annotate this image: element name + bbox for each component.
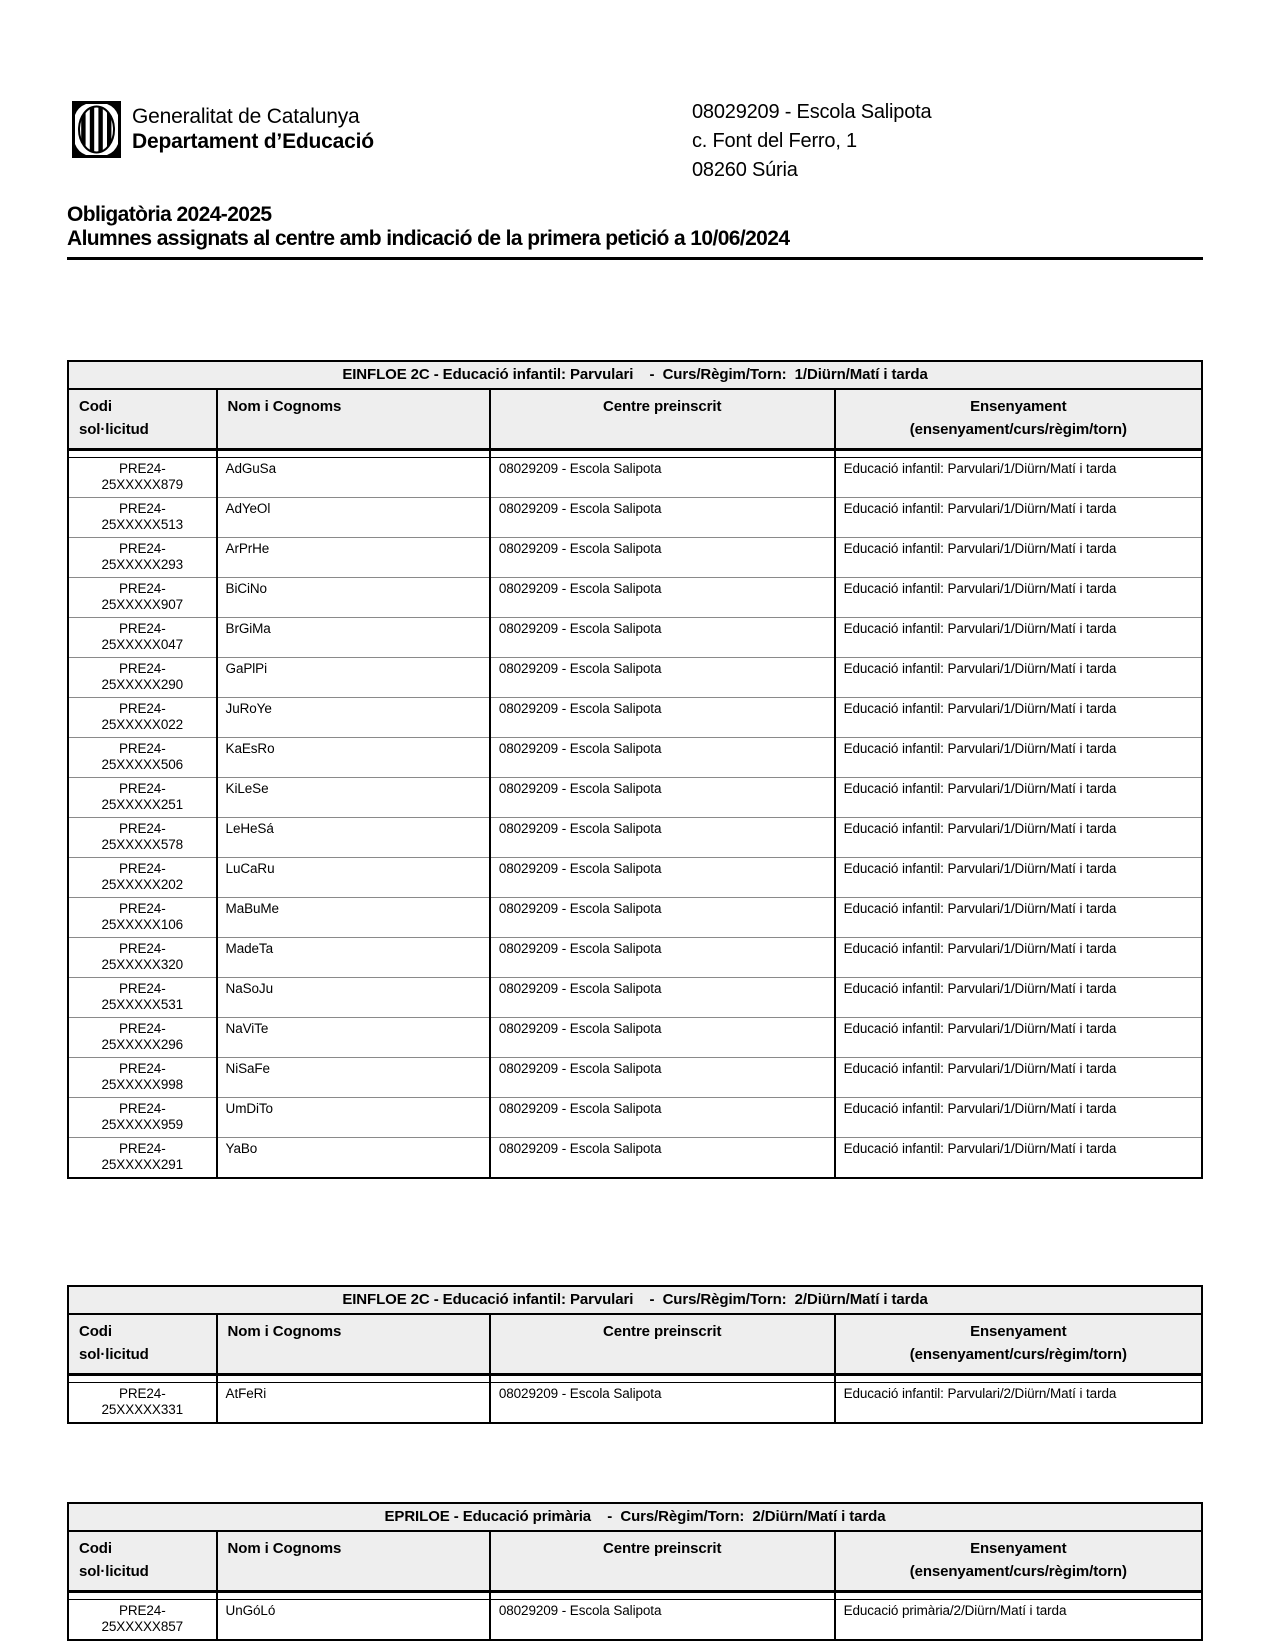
- centre-cell: 08029209 - Escola Salipota: [490, 738, 835, 778]
- code-cell: [68, 458, 217, 498]
- name-cell: GaPlPi: [217, 658, 490, 698]
- centre-cell: 08029209 - Escola Salipota: [490, 658, 835, 698]
- col-header-centre-preinscrit: Centre preinscrit: [490, 389, 835, 450]
- code-cell: [68, 578, 217, 618]
- code-line2: 25XXXXX251: [101, 797, 184, 812]
- school-street: c. Font del Ferro, 1: [692, 130, 857, 152]
- table-row: [68, 1018, 1202, 1058]
- col-header-codi-line2: sol·licitud: [79, 1563, 149, 1580]
- code-line2: 25XXXXX331: [101, 1402, 184, 1417]
- name-cell: BiCiNo: [217, 578, 490, 618]
- code-line1: PRE24-: [118, 661, 166, 676]
- name-cell: LeHeSá: [217, 818, 490, 858]
- code-line2: 25XXXXX293: [101, 557, 184, 572]
- code-cell: [68, 658, 217, 698]
- name-cell: UmDiTo: [217, 1098, 490, 1138]
- col-header-ensenyament-line1: Ensenyament: [970, 1323, 1067, 1340]
- code-cell: [68, 498, 217, 538]
- code-cell: [68, 1018, 217, 1058]
- centre-cell: 08029209 - Escola Salipota: [490, 498, 835, 538]
- org-name: [132, 104, 374, 155]
- code-cell: [68, 898, 217, 938]
- code-cell: [68, 1098, 217, 1138]
- col-header-centre-preinscrit: Centre preinscrit: [490, 1531, 835, 1592]
- code-cell: [68, 938, 217, 978]
- code-cell: [68, 1138, 217, 1179]
- col-header-codi-sollicitud: [68, 1531, 217, 1592]
- centre-cell: 08029209 - Escola Salipota: [490, 1600, 835, 1641]
- col-header-ensenyament: [835, 389, 1202, 450]
- name-cell: UnGóLó: [217, 1600, 490, 1641]
- centre-cell: 08029209 - Escola Salipota: [490, 698, 835, 738]
- school-address: [692, 98, 931, 185]
- col-header-ensenyament-line2: (ensenyament/curs/règim/torn): [909, 1563, 1127, 1580]
- table-row: [68, 698, 1202, 738]
- col-header-nom-i-cognoms: Nom i Cognoms: [217, 1531, 490, 1592]
- code-line2: 25XXXXX106: [101, 917, 184, 932]
- code-line1: PRE24-: [118, 901, 166, 916]
- name-cell: NiSaFe: [217, 1058, 490, 1098]
- table-row: [68, 578, 1202, 618]
- table-title: EINFLOE 2C - Educació infantil: Parvulari - Curs/Règim/Torn: 1/Diürn/Matí i tarda: [68, 361, 1202, 389]
- table-row: [68, 978, 1202, 1018]
- code-line2: 25XXXXX857: [101, 1619, 184, 1634]
- ensenyament-cell: Educació infantil: Parvulari/1/Diürn/Matí i tarda: [835, 1098, 1202, 1138]
- code-line2: 25XXXXX959: [101, 1117, 184, 1132]
- school-code-name: 08029209 - Escola Salipota: [692, 101, 932, 123]
- centre-cell: 08029209 - Escola Salipota: [490, 1018, 835, 1058]
- code-cell: [68, 1383, 217, 1424]
- doc-title-block: [67, 203, 1203, 260]
- doc-title-line2: Alumnes assignats al centre amb indicació de la primera petició a 10/06/2024: [67, 227, 790, 250]
- code-line1: PRE24-: [118, 701, 166, 716]
- centre-cell: 08029209 - Escola Salipota: [490, 1098, 835, 1138]
- code-line1: PRE24-: [118, 1141, 166, 1156]
- col-header-codi-sollicitud: [68, 389, 217, 450]
- code-line1: PRE24-: [118, 741, 166, 756]
- code-line2: 25XXXXX907: [101, 597, 184, 612]
- code-line2: 25XXXXX506: [101, 757, 184, 772]
- ensenyament-cell: Educació infantil: Parvulari/1/Diürn/Matí i tarda: [835, 538, 1202, 578]
- col-header-codi-line1: Codi: [79, 1323, 112, 1340]
- table-title-row: [68, 1503, 1202, 1531]
- name-cell: KiLeSe: [217, 778, 490, 818]
- main-content: [67, 203, 1203, 1641]
- table-row: [68, 778, 1202, 818]
- name-cell: MaBuMe: [217, 898, 490, 938]
- code-line2: 25XXXXX022: [101, 717, 184, 732]
- centre-cell: 08029209 - Escola Salipota: [490, 618, 835, 658]
- ensenyament-cell: Educació infantil: Parvulari/1/Diürn/Matí i tarda: [835, 658, 1202, 698]
- table-row: [68, 1058, 1202, 1098]
- centre-cell: 08029209 - Escola Salipota: [490, 818, 835, 858]
- generalitat-logo-icon: [72, 101, 121, 158]
- col-header-ensenyament-line2: (ensenyament/curs/règim/torn): [909, 421, 1127, 438]
- code-line2: 25XXXXX513: [101, 517, 184, 532]
- ensenyament-cell: Educació infantil: Parvulari/1/Diürn/Matí i tarda: [835, 938, 1202, 978]
- code-line2: 25XXXXX296: [101, 1037, 184, 1052]
- centre-cell: 08029209 - Escola Salipota: [490, 778, 835, 818]
- code-cell: [68, 978, 217, 1018]
- centre-cell: 08029209 - Escola Salipota: [490, 938, 835, 978]
- name-cell: NaViTe: [217, 1018, 490, 1058]
- ensenyament-cell: Educació infantil: Parvulari/1/Diürn/Matí i tarda: [835, 698, 1202, 738]
- ensenyament-cell: Educació infantil: Parvulari/1/Diürn/Matí i tarda: [835, 858, 1202, 898]
- col-header-codi-line1: Codi: [79, 398, 112, 415]
- code-cell: [68, 778, 217, 818]
- name-cell: AdYeOl: [217, 498, 490, 538]
- code-line2: 25XXXXX320: [101, 957, 184, 972]
- name-cell: AtFeRi: [217, 1383, 490, 1424]
- col-header-ensenyament: [835, 1531, 1202, 1592]
- table-header-row: [68, 389, 1202, 450]
- org-name-line2: Departament d’Educació: [132, 130, 374, 153]
- name-cell: MadeTa: [217, 938, 490, 978]
- centre-cell: 08029209 - Escola Salipota: [490, 1058, 835, 1098]
- table-header-row: [68, 1531, 1202, 1592]
- code-cell: [68, 738, 217, 778]
- code-line2: 25XXXXX202: [101, 877, 184, 892]
- col-header-codi-line1: Codi: [79, 1540, 112, 1557]
- code-line1: PRE24-: [118, 781, 166, 796]
- table-row: [68, 538, 1202, 578]
- code-cell: [68, 858, 217, 898]
- centre-cell: 08029209 - Escola Salipota: [490, 978, 835, 1018]
- org-name-line1: Generalitat de Catalunya: [132, 105, 360, 128]
- name-cell: AdGuSa: [217, 458, 490, 498]
- centre-cell: 08029209 - Escola Salipota: [490, 458, 835, 498]
- table-row: [68, 1383, 1202, 1424]
- code-line1: PRE24-: [118, 461, 166, 476]
- col-header-ensenyament-line1: Ensenyament: [970, 398, 1067, 415]
- table-row: [68, 938, 1202, 978]
- col-header-ensenyament-line1: Ensenyament: [970, 1540, 1067, 1557]
- table-row: [68, 738, 1202, 778]
- code-line1: PRE24-: [118, 1021, 166, 1036]
- col-header-ensenyament: [835, 1314, 1202, 1375]
- table-title: EINFLOE 2C - Educació infantil: Parvulari - Curs/Règim/Torn: 2/Diürn/Matí i tarda: [68, 1286, 1202, 1314]
- code-line1: PRE24-: [118, 1603, 166, 1618]
- centre-cell: 08029209 - Escola Salipota: [490, 538, 835, 578]
- table-row: [68, 858, 1202, 898]
- code-line2: 25XXXXX291: [101, 1157, 184, 1172]
- ensenyament-cell: Educació infantil: Parvulari/1/Diürn/Matí i tarda: [835, 978, 1202, 1018]
- code-line1: PRE24-: [118, 621, 166, 636]
- code-line1: PRE24-: [118, 821, 166, 836]
- code-line2: 25XXXXX578: [101, 837, 184, 852]
- table-row: [68, 1600, 1202, 1641]
- table-row: [68, 818, 1202, 858]
- table-row: [68, 498, 1202, 538]
- col-header-codi-line2: sol·licitud: [79, 421, 149, 438]
- centre-cell: 08029209 - Escola Salipota: [490, 578, 835, 618]
- name-cell: JuRoYe: [217, 698, 490, 738]
- tables-container: [67, 360, 1203, 1641]
- code-cell: [68, 698, 217, 738]
- name-cell: ArPrHe: [217, 538, 490, 578]
- table-row: [68, 458, 1202, 498]
- ensenyament-cell: Educació infantil: Parvulari/1/Diürn/Matí i tarda: [835, 1138, 1202, 1179]
- code-line2: 25XXXXX531: [101, 997, 184, 1012]
- code-line1: PRE24-: [118, 941, 166, 956]
- col-header-codi-line2: sol·licitud: [79, 1346, 149, 1363]
- col-header-centre-preinscrit: Centre preinscrit: [490, 1314, 835, 1375]
- school-city: 08260 Súria: [692, 159, 798, 181]
- code-cell: [68, 818, 217, 858]
- code-line2: 25XXXXX047: [101, 637, 184, 652]
- ensenyament-cell: Educació infantil: Parvulari/1/Diürn/Matí i tarda: [835, 458, 1202, 498]
- code-cell: [68, 1058, 217, 1098]
- table-row: [68, 898, 1202, 938]
- code-cell: [68, 1600, 217, 1641]
- ensenyament-cell: Educació infantil: Parvulari/1/Diürn/Matí i tarda: [835, 1058, 1202, 1098]
- table-header-row: [68, 1314, 1202, 1375]
- code-line2: 25XXXXX998: [101, 1077, 184, 1092]
- table-row: [68, 618, 1202, 658]
- code-line1: PRE24-: [118, 861, 166, 876]
- ensenyament-cell: Educació infantil: Parvulari/1/Diürn/Matí i tarda: [835, 618, 1202, 658]
- assignment-table: [67, 1285, 1203, 1424]
- code-line1: PRE24-: [118, 541, 166, 556]
- ensenyament-cell: Educació infantil: Parvulari/1/Diürn/Matí i tarda: [835, 1018, 1202, 1058]
- name-cell: NaSoJu: [217, 978, 490, 1018]
- name-cell: YaBo: [217, 1138, 490, 1179]
- ensenyament-cell: Educació infantil: Parvulari/2/Diürn/Matí i tarda: [835, 1383, 1202, 1424]
- ensenyament-cell: Educació infantil: Parvulari/1/Diürn/Matí i tarda: [835, 498, 1202, 538]
- centre-cell: 08029209 - Escola Salipota: [490, 898, 835, 938]
- col-header-nom-i-cognoms: Nom i Cognoms: [217, 389, 490, 450]
- centre-cell: 08029209 - Escola Salipota: [490, 1138, 835, 1179]
- name-cell: KaEsRo: [217, 738, 490, 778]
- assignment-table: [67, 1502, 1203, 1641]
- ensenyament-cell: Educació infantil: Parvulari/1/Diürn/Matí i tarda: [835, 738, 1202, 778]
- centre-cell: 08029209 - Escola Salipota: [490, 1383, 835, 1424]
- col-header-ensenyament-line2: (ensenyament/curs/règim/torn): [909, 1346, 1127, 1363]
- ensenyament-cell: Educació infantil: Parvulari/1/Diürn/Matí i tarda: [835, 898, 1202, 938]
- col-header-codi-sollicitud: [68, 1314, 217, 1375]
- name-cell: LuCaRu: [217, 858, 490, 898]
- table-row: [68, 658, 1202, 698]
- table-title-row: [68, 1286, 1202, 1314]
- col-header-nom-i-cognoms: Nom i Cognoms: [217, 1314, 490, 1375]
- table-title-row: [68, 361, 1202, 389]
- table-title: EPRILOE - Educació primària - Curs/Règim/Torn: 2/Diürn/Matí i tarda: [68, 1503, 1202, 1531]
- org-header: [72, 101, 374, 158]
- code-line1: PRE24-: [118, 501, 166, 516]
- code-cell: [68, 538, 217, 578]
- ensenyament-cell: Educació infantil: Parvulari/1/Diürn/Matí i tarda: [835, 818, 1202, 858]
- header-spacer-row: [68, 1592, 1202, 1600]
- ensenyament-cell: Educació infantil: Parvulari/1/Diürn/Matí i tarda: [835, 578, 1202, 618]
- name-cell: BrGiMa: [217, 618, 490, 658]
- code-cell: [68, 618, 217, 658]
- code-line1: PRE24-: [118, 981, 166, 996]
- ensenyament-cell: Educació primària/2/Diürn/Matí i tarda: [835, 1600, 1202, 1641]
- code-line1: PRE24-: [118, 1386, 166, 1401]
- code-line2: 25XXXXX879: [101, 477, 184, 492]
- doc-title-line1: Obligatòria 2024-2025: [67, 203, 272, 226]
- table-row: [68, 1138, 1202, 1179]
- ensenyament-cell: Educació infantil: Parvulari/1/Diürn/Matí i tarda: [835, 778, 1202, 818]
- table-row: [68, 1098, 1202, 1138]
- assignment-table: [67, 360, 1203, 1179]
- code-line1: PRE24-: [118, 1061, 166, 1076]
- header-spacer-row: [68, 450, 1202, 458]
- code-line1: PRE24-: [118, 581, 166, 596]
- centre-cell: 08029209 - Escola Salipota: [490, 858, 835, 898]
- code-line1: PRE24-: [118, 1101, 166, 1116]
- code-line2: 25XXXXX290: [101, 677, 184, 692]
- header-spacer-row: [68, 1375, 1202, 1383]
